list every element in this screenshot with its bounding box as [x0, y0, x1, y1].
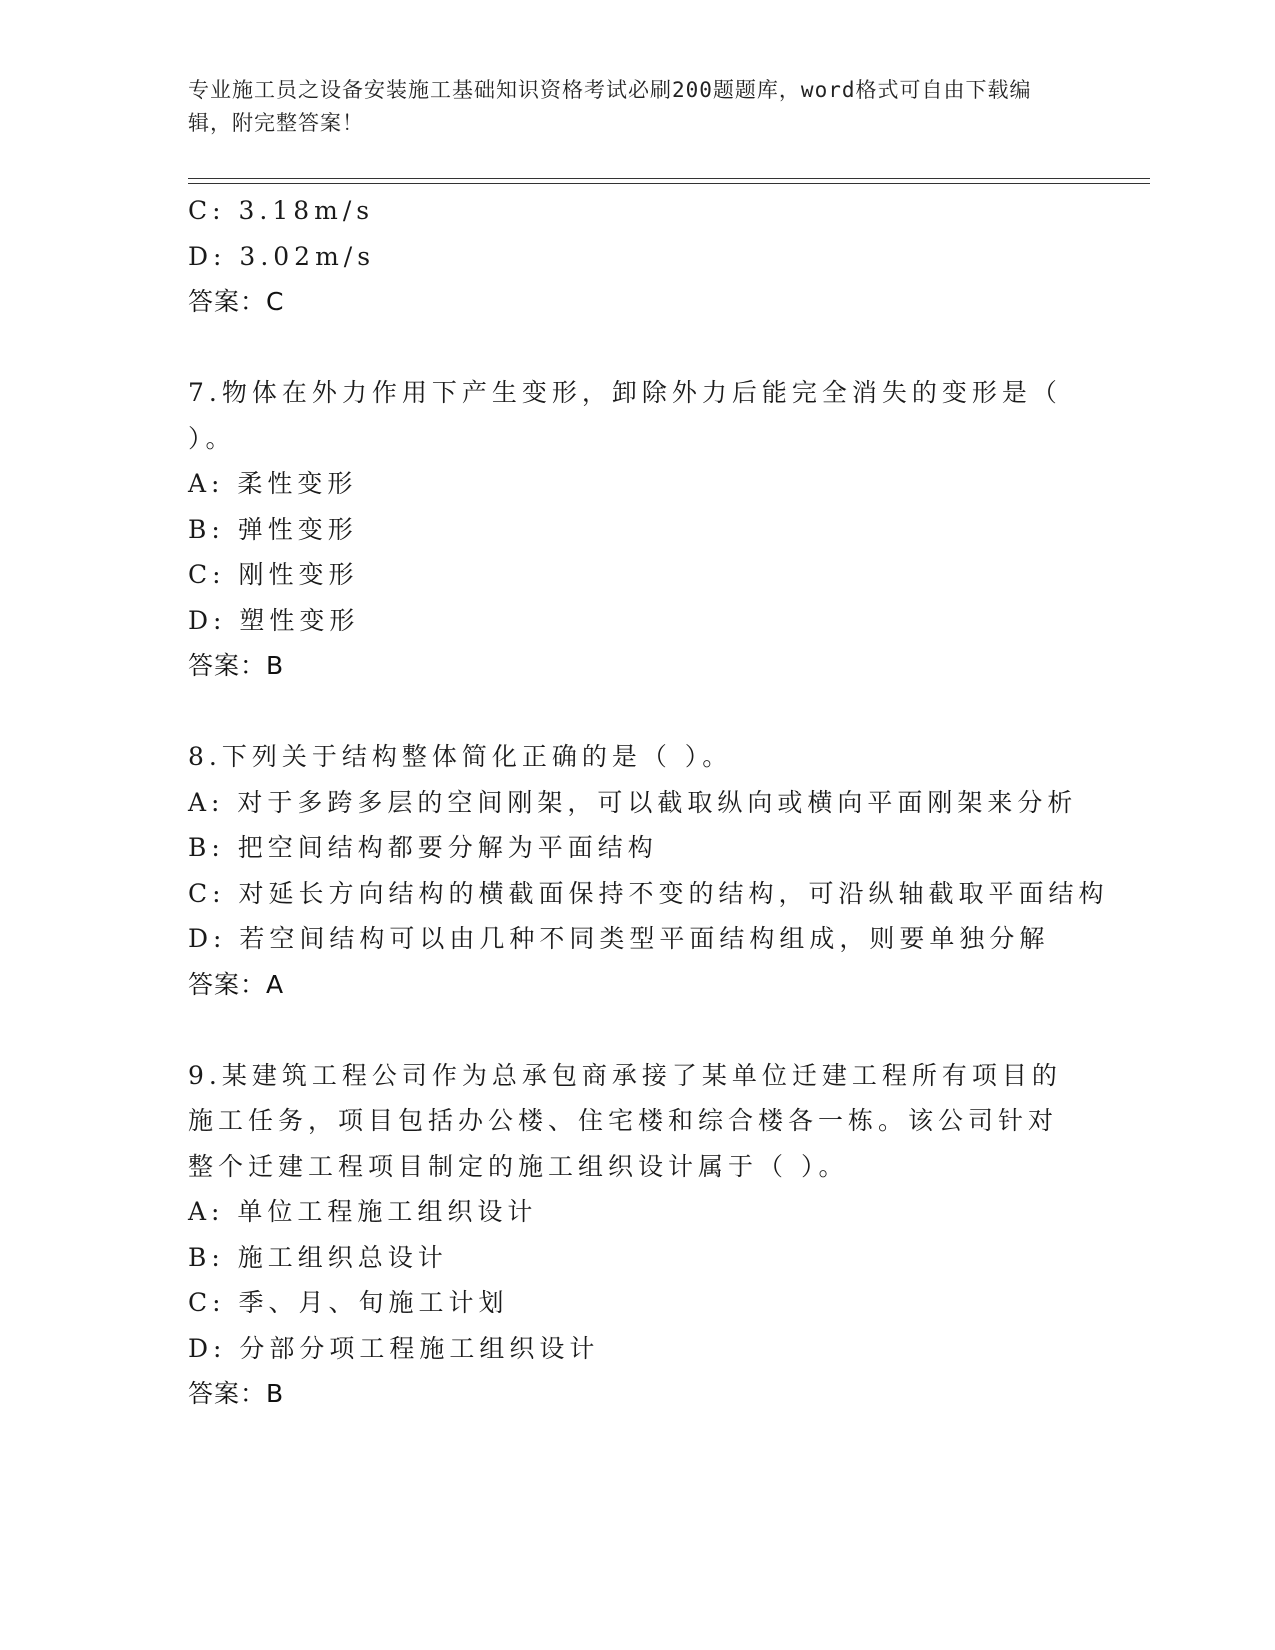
question-8 [188, 734, 1109, 1007]
option-b: B: 弹性变形 [188, 514, 358, 544]
spacer [188, 1007, 1088, 1053]
option-b: B: 把空间结构都要分解为平面结构 [188, 833, 658, 862]
option-a: A: 对于多跨多层的空间刚架，可以截取纵向或横向平面刚架来分析 [188, 787, 1078, 817]
question-stem: 7.物体在外力作用下产生变形，卸除外力后能完全消失的变形是（ ）。 [188, 378, 1062, 453]
option-a: A: 柔性变形 [188, 469, 358, 498]
option-d: D: 若空间结构可以由几种不同类型平面结构组成，则要单独分解 [188, 924, 1050, 953]
option-d: D: 塑性变形 [188, 605, 360, 635]
option-c: C: 对延长方向结构的横截面保持不变的结构，可沿纵轴截取平面结构 [188, 878, 1109, 908]
spacer [188, 689, 1088, 735]
answer-line: 答案：B [188, 651, 285, 680]
option-d: D: 3.02m/s [188, 241, 376, 271]
document-header: 专业施工员之设备安装施工基础知识资格考试必刷200题题库，word格式可自由下载编辑，附完整答案！ [188, 78, 1032, 135]
option-b: B: 施工组织总设计 [188, 1242, 448, 1272]
option-c: C: 3.18m/s [188, 196, 375, 225]
option-a: A: 单位工程施工组织设计 [188, 1197, 538, 1226]
question-7 [188, 370, 1088, 689]
option-d: D: 分部分项工程施工组织设计 [188, 1333, 600, 1363]
answer-line: 答案：A [188, 969, 285, 999]
question-9 [188, 1053, 1088, 1417]
answer-line: 答案：B [188, 1379, 285, 1408]
question-6-continuation [188, 188, 1088, 325]
option-c: C: 季、月、旬施工计划 [188, 1288, 509, 1317]
header-divider-top [188, 178, 1150, 179]
option-c: C: 刚性变形 [188, 560, 359, 589]
document-body [188, 188, 1109, 1417]
answer-line: 答案：C [188, 287, 285, 316]
header-divider-bottom [188, 183, 1150, 184]
question-stem: 8.下列关于结构整体简化正确的是（ ）。 [188, 742, 733, 771]
spacer [188, 325, 1088, 371]
question-stem: 9.某建筑工程公司作为总承包商承接了某单位迁建工程所有项目的施工任务，项目包括办公楼、住宅楼和综合楼各一栋。该公司针对整个迁建工程项目制定的施工组织设计属于（ ）。 [188, 1060, 1062, 1181]
